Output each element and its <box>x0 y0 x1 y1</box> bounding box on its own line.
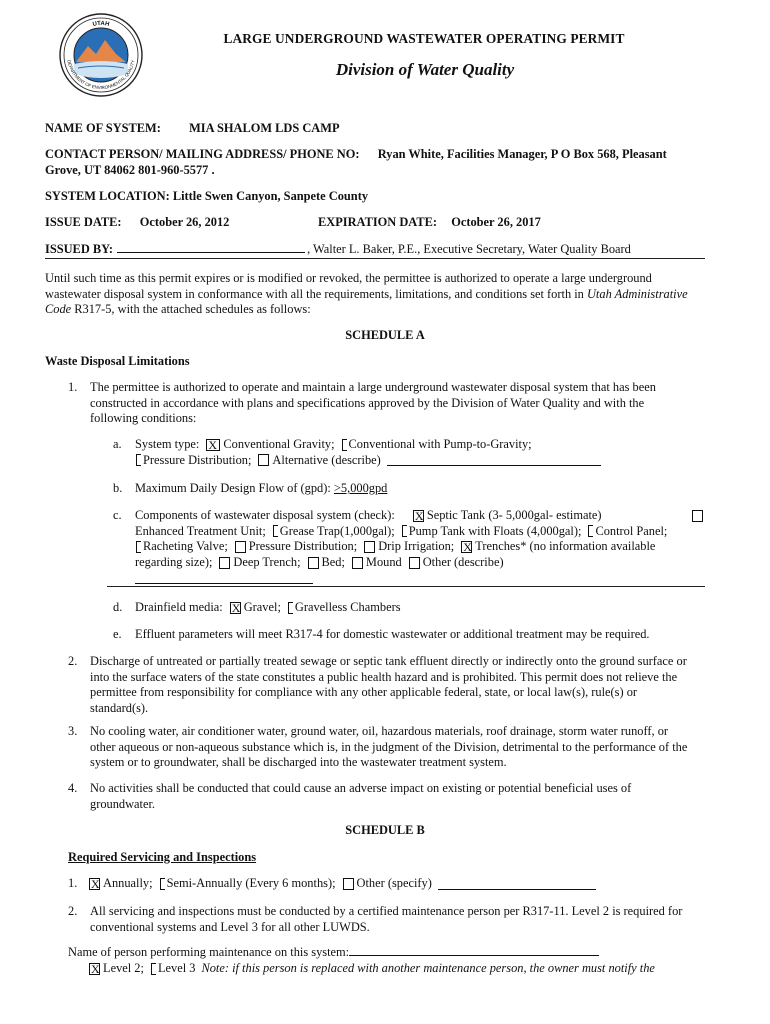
sub-item-letter: b. <box>113 481 123 495</box>
paragraph-line: The permittee is authorized to operate and maintain a large underground wastewater disposal system that has been <box>90 380 656 394</box>
paragraph-line: Discharge of untreated or partially treated sewage or septic tank effluent directly or indirectly onto the ground surface or <box>90 654 687 668</box>
item-number: 1. <box>68 876 78 890</box>
option-label: Drip Irrigation; <box>378 539 455 554</box>
option-label: System type: <box>135 437 200 451</box>
issued-by-label: ISSUED BY: <box>45 242 114 256</box>
intro-line: Until such time as this permit expires or is modified or revoked, the permittee is authorized to operate a large underground <box>45 271 652 285</box>
option-row <box>135 453 601 469</box>
option-label: Conventional Gravity; <box>223 437 335 451</box>
paragraph-line: No cooling water, air conditioner water, ground water, oil, hazardous materials, roof drainage, storm water runoff, or <box>90 724 669 738</box>
option-label: Deep Trench; <box>233 554 301 569</box>
checkbox-checked-icon[interactable] <box>230 602 241 614</box>
option-label: Gravelless Chambers <box>294 600 401 614</box>
option-label: Pressure Distribution; <box>248 539 358 554</box>
design-flow-value: >5,000gpd <box>333 481 388 495</box>
checkbox-empty-icon[interactable] <box>308 557 319 569</box>
waste-disposal-heading: Waste Disposal Limitations <box>45 354 190 368</box>
issue-date-row <box>45 215 229 231</box>
paragraph-line: groundwater. <box>90 796 156 811</box>
item-number: 2. <box>68 654 78 668</box>
intro-text: wastewater disposal system in conformance with all the requirements, limitations, and conditions set forth in <box>45 286 587 301</box>
intro-paragraph <box>45 271 688 318</box>
paragraph-line: No activities shall be conducted that could cause an adverse impact on existing or potential beneficial uses of <box>90 781 632 795</box>
item-4-text <box>90 781 631 812</box>
schedule-a-heading: SCHEDULE A <box>345 328 425 342</box>
blank-fill-field[interactable] <box>135 572 313 584</box>
option-label: Annually; <box>103 876 153 890</box>
svg-text:UTAH <box>92 21 110 28</box>
paragraph-line: All servicing and inspections must be conducted by a certified maintenance person per R317-11. Level 2 is required for <box>90 904 683 918</box>
paragraph-line: conventional systems and Level 3 for all other LUWDS. <box>90 919 370 934</box>
paragraph-line: standard(s). <box>90 700 149 715</box>
sub-item-letter: d. <box>113 600 123 614</box>
paragraph-line: constructed in accordance with plans and specifications approved by the Division of Water Quality and with the <box>90 395 645 410</box>
option-label: Racheting Valve; <box>143 539 228 554</box>
checkbox-partial-icon[interactable] <box>160 878 165 890</box>
issued-by-row <box>45 241 631 258</box>
checkbox-empty-icon[interactable] <box>692 510 703 522</box>
design-flow-label: Maximum Daily Design Flow of (gpd): <box>135 481 334 495</box>
item-number: 2. <box>68 904 78 918</box>
option-row <box>135 600 407 616</box>
option-label: Level 2; <box>103 961 144 975</box>
item-2-text <box>90 654 687 716</box>
checkbox-partial-icon[interactable] <box>136 454 141 466</box>
checkbox-empty-icon[interactable] <box>409 557 420 569</box>
paragraph-line: other aqueous or non-aqueous substance which is, in the judgment of the Division, detrimental to the performance of the <box>90 739 688 754</box>
intro-code-reference: Code <box>45 302 72 317</box>
checkbox-empty-icon[interactable] <box>219 557 230 569</box>
option-label: Pressure Distribution; <box>143 452 252 467</box>
option-row <box>135 570 703 586</box>
checkbox-empty-icon[interactable] <box>343 878 354 890</box>
expiration-date-row <box>318 215 541 231</box>
name-of-system-value: MIA SHALOM LDS CAMP <box>189 121 340 135</box>
sub-item-letter: e. <box>113 627 122 641</box>
option-label: Septic Tank (3- 5,000gal- estimate) <box>426 508 602 522</box>
checkbox-partial-icon[interactable] <box>588 525 593 537</box>
issued-by-value: , Walter L. Baker, P.E., Executive Secretary, Water Quality Board <box>307 242 631 256</box>
checkbox-partial-icon[interactable] <box>136 541 141 553</box>
item-1-text <box>90 380 656 427</box>
option-label: Components of wastewater disposal system (check): <box>135 508 395 522</box>
option-label: Gravel; <box>243 600 281 614</box>
design-flow-row <box>135 481 387 497</box>
option-row <box>88 961 661 977</box>
servicing-frequency-options <box>88 876 596 892</box>
checkbox-partial-icon[interactable] <box>151 963 156 975</box>
contact-value-line1: Ryan White, Facilities Manager, P O Box 568, Pleasant <box>377 147 667 161</box>
option-label: Semi-Annually (Every 6 months); <box>166 876 336 890</box>
schedule-b-heading: SCHEDULE B <box>345 823 425 837</box>
maintenance-person-label: Name of person performing maintenance on this system: <box>68 945 350 959</box>
option-label: Control Panel; <box>595 523 668 538</box>
option-row <box>135 508 703 524</box>
option-row <box>135 524 703 540</box>
expiration-date-value: October 26, 2017 <box>451 215 541 229</box>
checkbox-partial-icon[interactable] <box>402 525 407 537</box>
option-label: Other (describe) <box>422 554 504 569</box>
permit-title: LARGE UNDERGROUND WASTEWATER OPERATING PERMIT <box>223 31 625 46</box>
checkbox-empty-icon[interactable] <box>352 557 363 569</box>
components-divider <box>107 586 705 587</box>
drainfield-media-options <box>135 600 407 616</box>
checkbox-partial-icon[interactable] <box>342 439 347 451</box>
checkbox-partial-icon[interactable] <box>288 602 293 614</box>
paragraph-line: system or to groundwater, shall be discharged into the wastewater treatment system. <box>90 755 507 770</box>
option-label: Bed; <box>321 554 345 569</box>
checkbox-empty-icon[interactable] <box>364 541 375 553</box>
option-label: Other (specify) <box>356 876 432 890</box>
option-label: Conventional with Pump-to-Gravity; <box>348 437 532 451</box>
maintenance-person-row <box>68 944 599 961</box>
option-label: Note: if this person is replaced with another maintenance person, the owner must notify the <box>201 961 655 975</box>
intro-code-reference: Utah Administrative <box>586 286 688 301</box>
blank-fill-field[interactable] <box>438 878 596 890</box>
paragraph-line: into the surface waters of the state constitutes a public health hazard and is prohibited. This permit does not relieve the <box>90 669 678 684</box>
option-label: Grease Trap(1,000gal); <box>279 523 395 538</box>
contact-row <box>45 147 667 163</box>
option-label: Mound <box>365 554 402 569</box>
name-of-system-label: NAME OF SYSTEM: <box>45 121 161 135</box>
certification-level-options <box>88 961 661 977</box>
checkbox-empty-icon[interactable] <box>235 541 246 553</box>
required-servicing-heading: Required Servicing and Inspections <box>68 850 257 864</box>
system-location-label: SYSTEM LOCATION: <box>45 189 170 203</box>
option-row <box>135 539 703 555</box>
components-options <box>135 508 703 586</box>
item-number: 4. <box>68 781 78 795</box>
item-number: 3. <box>68 724 78 738</box>
option-row <box>135 437 601 453</box>
option-label: Drainfield media: <box>135 600 223 614</box>
option-label: Enhanced Treatment Unit; <box>135 523 266 538</box>
utah-deq-seal-logo <box>58 12 144 98</box>
expiration-date-label: EXPIRATION DATE: <box>318 215 437 229</box>
blank-fill-field[interactable] <box>387 454 601 466</box>
system-type-options <box>135 437 601 468</box>
option-label: Alternative (describe) <box>272 452 381 467</box>
issued-by-signature-field[interactable] <box>117 241 305 253</box>
option-label: Level 3 <box>157 961 196 975</box>
option-label: regarding size); <box>135 554 213 569</box>
issue-date-value: October 26, 2012 <box>139 215 230 229</box>
system-location-row <box>45 189 368 205</box>
issue-date-label: ISSUE DATE: <box>45 215 122 229</box>
name-of-system-row <box>45 121 340 137</box>
option-row <box>88 876 596 892</box>
item-number: 1. <box>68 380 78 394</box>
option-label: Pump Tank with Floats (4,000gal); <box>408 523 582 538</box>
option-label: Trenches* (no information available <box>475 539 656 554</box>
checkbox-partial-icon[interactable] <box>273 525 278 537</box>
intro-text: R317-5, with the attached schedules as follows: <box>71 302 311 317</box>
paragraph-line: following conditions: <box>90 411 197 426</box>
seal-bottom-text: DEPARTMENT OF ENVIRONMENTAL QUALITY <box>66 59 136 91</box>
checkbox-checked-icon[interactable] <box>413 510 424 522</box>
intro-line <box>45 287 688 303</box>
sub-item-letter: c. <box>113 508 122 522</box>
maintenance-person-field[interactable] <box>349 944 599 956</box>
sub-item-letter: a. <box>113 437 122 451</box>
checkbox-checked-icon[interactable] <box>461 541 472 553</box>
permit-subtitle: Division of Water Quality <box>335 60 515 79</box>
item-3-text <box>90 724 687 771</box>
contact-value-line2: Grove, UT 84062 801-960-5577 . <box>45 163 215 177</box>
checkbox-checked-icon[interactable] <box>206 439 220 451</box>
contact-label: CONTACT PERSON/ MAILING ADDRESS/ PHONE NO: <box>45 147 360 161</box>
checkbox-checked-icon[interactable] <box>89 878 100 890</box>
header-divider <box>45 258 705 259</box>
checkbox-checked-icon[interactable] <box>89 963 100 975</box>
checkbox-empty-icon[interactable] <box>258 454 269 466</box>
servicing-item-2-text <box>90 904 682 935</box>
effluent-parameters-text: Effluent parameters will meet R317-4 for domestic wastewater or additional treatment may be required. <box>135 627 650 641</box>
intro-line <box>45 302 688 318</box>
system-location-value: Little Swen Canyon, Sanpete County <box>172 189 369 203</box>
paragraph-line: permittee from responsibility for compliance with any other applicable federal, state, or local law(s), rule(s) or <box>90 685 638 700</box>
option-row <box>135 555 703 571</box>
seal-top-text: UTAH <box>92 20 110 28</box>
